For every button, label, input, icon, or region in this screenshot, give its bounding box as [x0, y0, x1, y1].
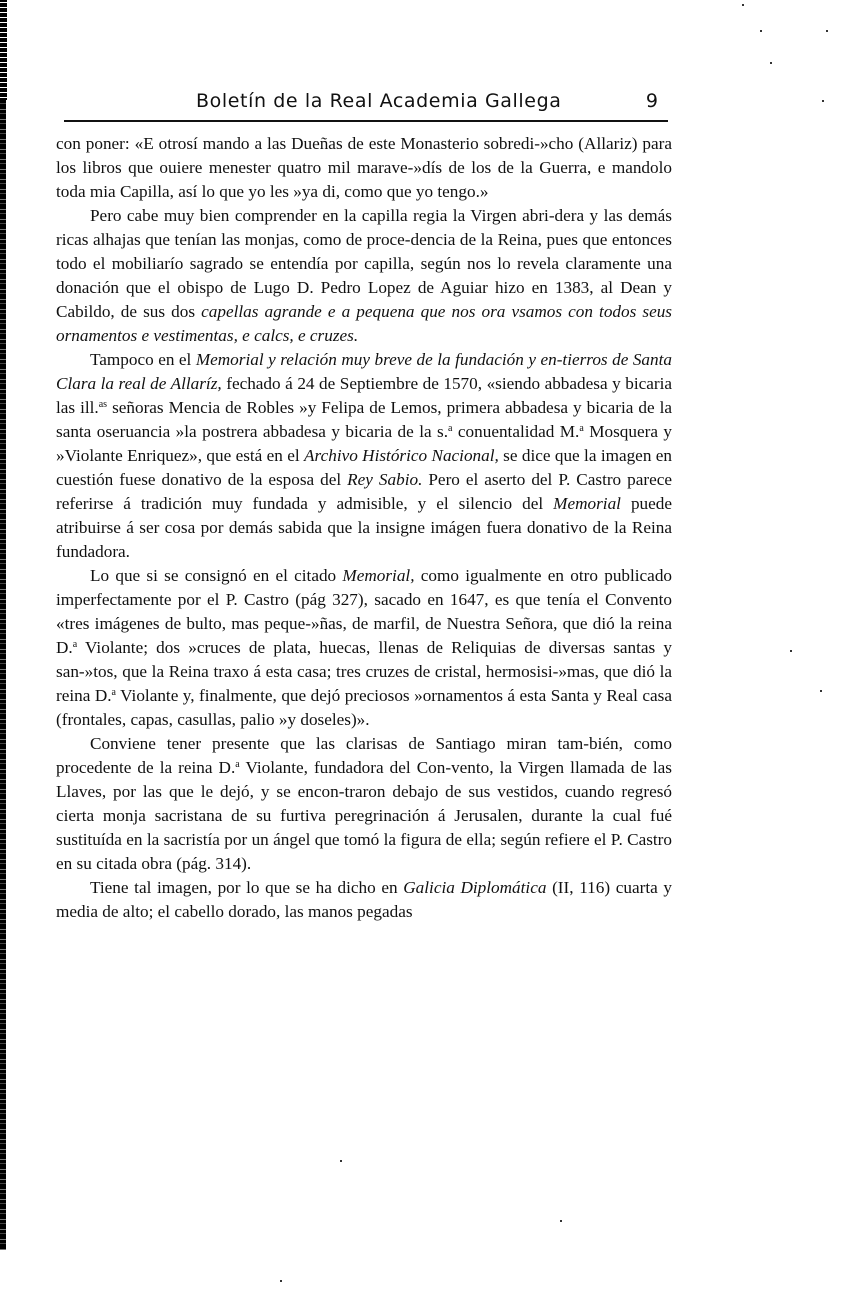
italic-text: Memorial,: [342, 566, 415, 585]
text-run: Pero el aserto del P. Castro parece referirse á tradición muy fundada y admisible, y el silencio del: [56, 470, 672, 513]
text-run: Mosquera y »Violante Enriquez», que está en el: [56, 422, 672, 465]
book-page: [56, 88, 672, 924]
body-text: [56, 132, 672, 924]
scan-speck: [340, 1160, 342, 1162]
header-rule: [64, 120, 668, 122]
text-run: Tampoco en el: [90, 350, 196, 369]
superscript: a: [579, 423, 584, 434]
scanned-spine-edge: [0, 0, 6, 1250]
italic-text: Galicia Diplomática: [403, 878, 547, 897]
scan-speck: [560, 1220, 562, 1222]
text-run: señoras Mencia de Robles »y Felipa de Lemos, primera abbadesa y bicaria de la santa oseruancia »la postrera abbadesa y bicaria de la s.: [56, 398, 672, 441]
scan-speck: [820, 690, 822, 692]
italic-text: Memorial y relación muy breve de la fundación y en-tierros de Santa Clara la real de Allaríz,: [56, 350, 672, 393]
superscript: a: [72, 639, 78, 650]
superscript: a: [235, 759, 240, 770]
paragraph: [56, 204, 672, 348]
paragraph: [56, 132, 672, 204]
text-run: Lo que si se consignó en el citado: [90, 566, 343, 585]
running-title: Boletín de la Real Academia Gallega: [196, 90, 562, 112]
superscript: a: [111, 687, 116, 698]
superscript: as: [98, 399, 108, 410]
running-head: [56, 88, 672, 120]
text-run: Violante, fundadora del Con-vento, la Virgen llamada de las Llaves, por las que le dejó, y se encon-traron debajo de sus vestidos, cuando regresó cierta monja sacristana de su furtiva peregrinación á Jerusalen, durante la cual fué sustituída en la sacristía por un ángel que tomó la figura de ella; según refiere el P. Castro en su citada obra (pág. 314).: [56, 758, 672, 873]
text-run: puede atribuirse á ser cosa por demás sabida que la insigne imágen fuera donativo de la Reina fundadora.: [56, 494, 673, 561]
text-run: Violante y, finalmente, que dejó preciosos »ornamentos á esta Santa y Real casa (frontales, capas, casullas, palio »y doseles)».: [56, 686, 672, 729]
italic-text: Archivo Histórico Nacional,: [304, 446, 499, 465]
text-run: se dice que la imagen en cuestión fuese donativo de la esposa del: [56, 446, 672, 489]
superscript: a: [448, 423, 453, 434]
scanned-spine-edge-top: [0, 0, 7, 100]
text-run: con poner: «E otrosí mando a las Dueñas de este Monasterio sobredi-»cho (Allariz) para los libros que ouiere menester quatro mil marave-»dís de los de la Guerra, e mandolo toda mia Capilla, así lo que yo les »ya di, como que yo tengo.»: [56, 134, 672, 201]
scan-speck: [770, 62, 772, 64]
text-run: Conviene tener presente que las clarisas de Santiago miran tam-bién, como procedente de la reina D.: [56, 734, 672, 777]
scan-speck: [760, 30, 762, 32]
italic-text: capellas agrande e a pequena que nos ora vsamos con todos seus ornamentos e vestimentas, e calcs, e cruzes.: [56, 302, 672, 345]
italic-text: Memorial: [553, 494, 621, 513]
scan-speck: [280, 1280, 282, 1282]
paragraph: [56, 348, 672, 564]
text-run: (II, 116) cuarta y media de alto; el cabello dorado, las manos pegadas: [56, 878, 672, 921]
text-run: fechado á 24 de Septiembre de 1570, «siendo abbadesa y bicaria las ill.: [56, 374, 672, 417]
text-run: Tiene tal imagen, por lo que se ha dicho en: [90, 878, 404, 897]
italic-text: Rey Sabio.: [347, 470, 423, 489]
scan-speck: [742, 4, 744, 6]
text-run: conuentalidad M.: [452, 422, 580, 441]
page-number: 9: [645, 90, 658, 112]
scan-speck: [822, 100, 824, 102]
text-run: Pero cabe muy bien comprender en la capilla regia la Virgen abri-dera y las demás ricas alhajas que tenían las monjas, como de proce-dencia de la Reina, pues que entonces todo el mobiliarío sagrado se entendía por capilla, según nos lo revela claramente una donación que el obispo de Lugo D. Pedro Lopez de Aguiar hizo en 1383, al Dean y Cabildo, de sus dos: [56, 206, 672, 321]
text-run: como igualmente en otro publicado imperfectamente por el P. Castro (pág 327), sacado en 1647, es que tenía el Convento «tres imágenes de bulto, mas peque-»ñas, de marfil, de Nuestra Señora, que dió la reina D.: [56, 566, 673, 657]
scan-speck: [826, 30, 828, 32]
paragraph: [56, 732, 672, 876]
text-run: Violante; dos »cruces de plata, huecas, llenas de Reliquias de diversas santas y san-»tos, que la Reina traxo á esta casa; tres cruzes de cristal, hermosisi-»mas, que dió la reina D.: [56, 638, 672, 705]
scan-speck: [790, 650, 792, 652]
paragraph: [56, 564, 672, 732]
paragraph: [56, 876, 672, 924]
